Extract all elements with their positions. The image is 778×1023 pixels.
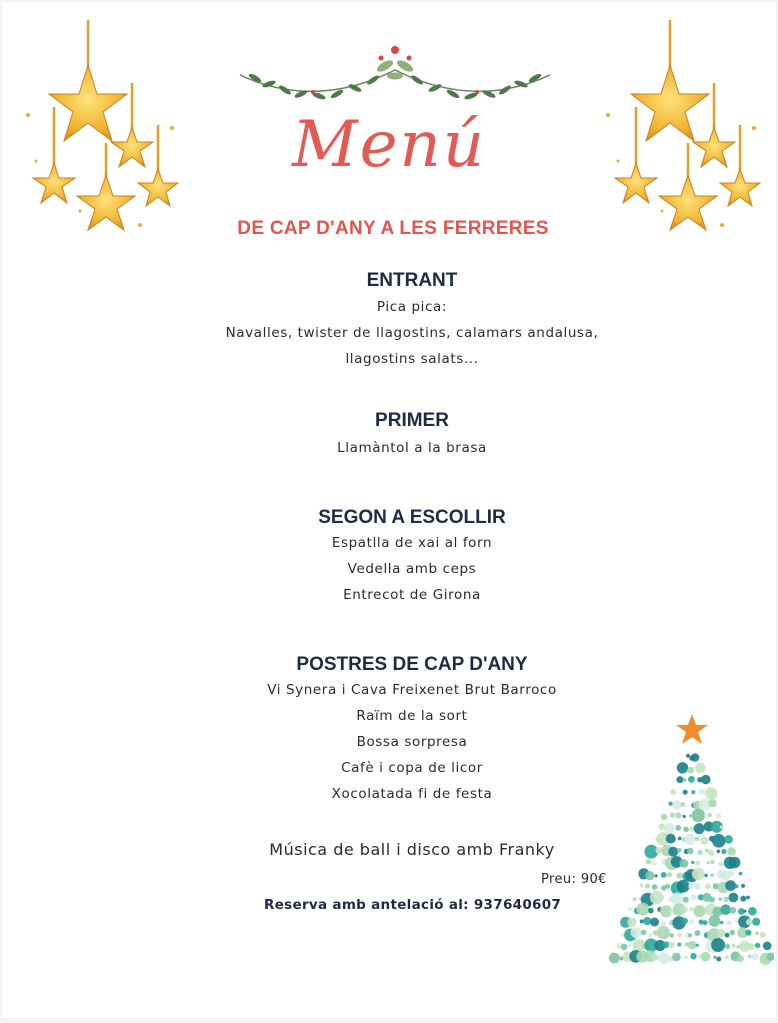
menu-item: Raïm de la sort bbox=[356, 708, 468, 724]
menu-item: Pica pica: bbox=[376, 299, 448, 315]
christmas-tree-icon bbox=[604, 712, 774, 974]
menu-item: Xocolatada fi de festa bbox=[331, 786, 493, 802]
menu-item: Cafè i copa de licor bbox=[341, 760, 483, 776]
menu-item: Espatlla de xai al forn bbox=[331, 535, 493, 551]
section-title-segon: SEGON A ESCOLLIR bbox=[318, 507, 506, 528]
section-title-entrant: ENTRANT bbox=[366, 270, 458, 291]
menu-item: llagostins salats... bbox=[345, 351, 479, 367]
reservation-phone: Reserva amb antelació al: 937640607 bbox=[264, 897, 562, 913]
page-subtitle: DE CAP D'ANY A LES FERRERES bbox=[237, 218, 549, 239]
menu-item: Llamàntol a la brasa bbox=[337, 440, 487, 456]
menu-item: Vedella amb ceps bbox=[347, 561, 477, 577]
price-label: Preu: 90€ bbox=[541, 872, 607, 887]
section-title-postres: POSTRES DE CAP D'ANY bbox=[296, 654, 528, 675]
menu-item: Navalles, twister de llagostins, calamars andalusa, bbox=[225, 325, 599, 341]
garland-icon bbox=[235, 40, 555, 110]
section-title-primer: PRIMER bbox=[375, 410, 449, 431]
menu-item: Bossa sorpresa bbox=[356, 734, 468, 750]
menu-item: Vi Synera i Cava Freixenet Brut Barroco bbox=[267, 682, 557, 698]
page-title: Menú bbox=[292, 108, 486, 182]
menu-item: Entrecot de Girona bbox=[343, 587, 481, 603]
music-note: Música de ball i disco amb Franky bbox=[269, 840, 555, 859]
